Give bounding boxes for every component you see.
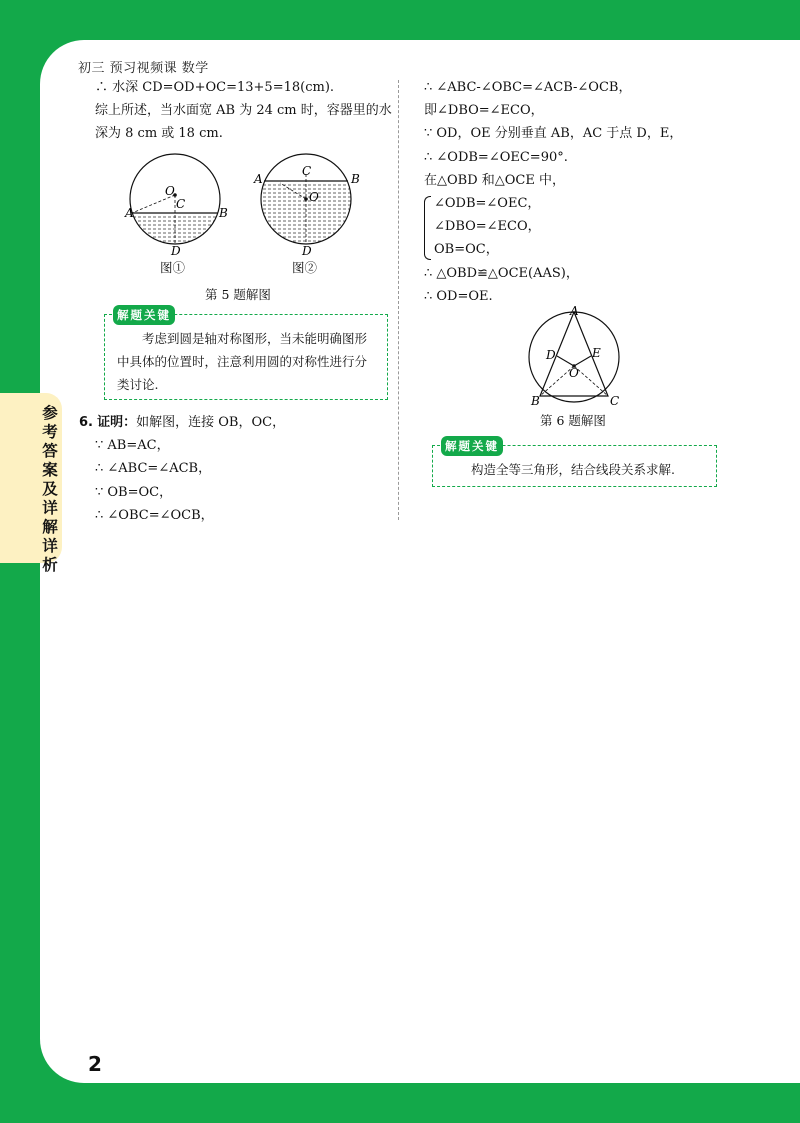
r-line-1: 即∠DBO=∠ECO， [424, 103, 544, 119]
q6-line-1: ∵ AB=AC， [95, 438, 170, 454]
tip-text-2: 构造全等三角形，结合线段关系求解. [471, 462, 675, 477]
tip-box-1 [104, 308, 388, 400]
r-line-4: 在△OBD 和△OCE 中， [424, 172, 565, 188]
label-b-2: B [351, 172, 360, 186]
q6-line-2: ∴ ∠ABC=∠ACB， [95, 461, 212, 477]
label-e-6: E [592, 346, 601, 360]
q6-number: 6. [79, 415, 93, 430]
brace-system [424, 192, 764, 262]
label-o-6: O [569, 366, 579, 380]
label-d-2: D [302, 244, 312, 258]
label-c-1: C [176, 197, 186, 211]
r-line-6: ∴ OD=OE. [424, 288, 493, 304]
r-line-5: ∴ △OBD≌△OCE(AAS)， [424, 265, 579, 281]
q6-line-0: 如解图，连接 OB，OC， [136, 415, 286, 430]
figure-6-caption: 第 6 题解图 [540, 413, 606, 428]
label-d-1: D [171, 244, 181, 258]
label-c-6: C [610, 394, 620, 408]
figure-5 [118, 145, 368, 270]
question-6 [79, 411, 389, 527]
label-c-2: C [302, 164, 312, 178]
line-summary-end: 深为 8 cm 或 18 cm. [95, 126, 223, 142]
tip-text-1: 考虑到圆是轴对称图形，当未能明确图形中具体的位置时，注意利用圆的对称性进行分类讨论. [117, 331, 368, 392]
line-summary: 综上所述，当水面宽 AB 为 24 cm 时，容器里的水 [95, 103, 392, 119]
side-tab-label: 参考答案及详解详析 [42, 404, 58, 574]
q6-line-4: ∴ ∠OBC=∠OCB， [95, 507, 214, 523]
left-column [95, 76, 395, 146]
figure-6 [522, 305, 632, 410]
q6-line-3: ∵ OB=OC， [95, 484, 173, 500]
right-column [424, 76, 764, 308]
r-line-3: ∴ ∠ODB=∠OEC=90°. [424, 149, 568, 165]
line-water-depth: ∴ 水深 CD=OD+OC=13+5=18(cm). [95, 80, 335, 95]
label-d-6: D [546, 348, 556, 362]
brace-line-1: ∠DBO=∠ECO， [434, 219, 541, 235]
figure-5-sub2 [253, 154, 360, 258]
brace-symbol [424, 196, 431, 260]
label-a-6: A [570, 305, 579, 318]
q6-label: 证明： [97, 415, 137, 430]
label-o-1: O [165, 184, 175, 198]
figure-5-caption: 第 5 题解图 [205, 287, 271, 302]
r-line-0: ∴ ∠ABC-∠OBC=∠ACB-∠OCB， [424, 80, 632, 95]
page-number: 2 [88, 1052, 102, 1076]
page-header: 初三 预习视频课 数学 [78, 61, 209, 76]
r-line-2: ∵ OD，OE 分别垂直 AB，AC 于点 D，E， [424, 126, 683, 142]
tip-badge-2: 解题关键 [441, 436, 503, 456]
figure-5-sub1 [124, 154, 228, 258]
label-a-2: A [254, 172, 263, 186]
brace-line-0: ∠ODB=∠OEC， [434, 196, 541, 212]
label-b-6: B [531, 394, 540, 408]
label-o-2: O [309, 190, 319, 204]
label-a-1: A [125, 206, 134, 220]
label-b-1: B [219, 206, 228, 220]
figure-5-sub2-caption: 图② [292, 260, 318, 275]
column-divider [398, 80, 399, 520]
tip-badge-1: 解题关键 [113, 305, 175, 325]
tip-box-2 [432, 439, 717, 487]
figure-5-sub1-caption: 图① [160, 260, 186, 275]
brace-line-2: OB=OC， [434, 242, 499, 258]
